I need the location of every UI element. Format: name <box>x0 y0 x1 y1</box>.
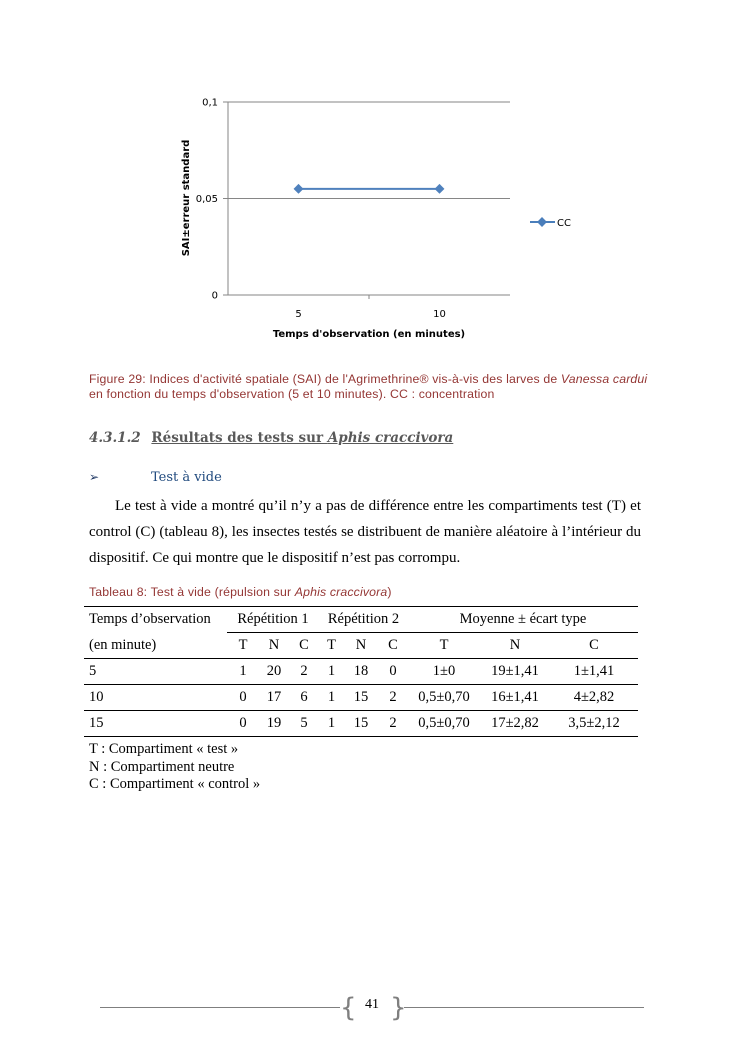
section-title-species: Aphis craccivora <box>327 430 454 446</box>
body-paragraph <box>89 493 641 571</box>
subheader-cell: C <box>550 633 638 659</box>
table-cell: 0,5±0,70 <box>408 711 480 737</box>
header-time: Temps d’observation <box>84 607 227 633</box>
table-cell: 15 <box>344 711 378 737</box>
legend-marker <box>537 217 547 227</box>
x-tick-labels <box>295 295 446 320</box>
y-axis-label: SAI±erreur standard <box>181 139 192 257</box>
table-subheader-row <box>84 633 638 659</box>
table-row <box>84 685 638 711</box>
subheader-cell: T <box>319 633 344 659</box>
subheader-cell: N <box>344 633 378 659</box>
table-cell: 0 <box>227 685 259 711</box>
footer-rule-right <box>404 1007 644 1008</box>
table-header-row <box>84 607 638 633</box>
table-cell: 0,5±0,70 <box>408 685 480 711</box>
subheader-cell: C <box>289 633 319 659</box>
subheader-cell: C <box>378 633 408 659</box>
table-cell: 20 <box>259 659 289 685</box>
table-caption-prefix: Tableau 8: Test à vide (répulsion sur <box>89 585 295 599</box>
subheader-cell: T <box>227 633 259 659</box>
table-caption-species: Aphis craccivora <box>294 585 388 599</box>
table-row <box>84 711 638 737</box>
subheader-cell: T <box>408 633 480 659</box>
x-axis-label: Temps d'observation (en minutes) <box>272 329 466 340</box>
note-line: T : Compartiment « test » <box>89 741 239 757</box>
bullet-label: Test à vide <box>151 470 222 485</box>
table-cell: 1 <box>227 659 259 685</box>
chart-series <box>294 184 445 194</box>
table-cell: 19±1,41 <box>480 659 550 685</box>
table-cell: 5 <box>84 659 227 685</box>
table-cell: 5 <box>289 711 319 737</box>
chart-legend <box>530 217 571 229</box>
y-tick-labels <box>196 98 228 302</box>
header-repetition-2: Répétition 2 <box>319 607 408 633</box>
x-tick-label: 10 <box>433 309 446 320</box>
table-cell: 3,5±2,12 <box>550 711 638 737</box>
data-point <box>294 184 304 194</box>
line-chart <box>150 85 630 350</box>
caption-text: Figure 29: Indices d'activité spatiale (SAI) de l'Agrimethrine® vis-à-vis des larves de <box>89 372 561 386</box>
table-cell: 15 <box>84 711 227 737</box>
table-cell: 2 <box>289 659 319 685</box>
chart-gridlines <box>228 102 510 199</box>
header-time-unit: (en minute) <box>89 636 157 653</box>
section-number: 4.3.1.2 <box>89 430 141 446</box>
right-brace-icon: } <box>390 993 407 1023</box>
table-caption <box>89 585 392 599</box>
page-number: 41 <box>365 997 379 1012</box>
data-point <box>435 184 445 194</box>
section-title-prefix: Résultats des tests sur <box>151 430 328 446</box>
table-cell: 1 <box>319 711 344 737</box>
table-cell: 1±0 <box>408 659 480 685</box>
table-cell: 0 <box>378 659 408 685</box>
table-cell: 2 <box>378 685 408 711</box>
table-cell: 17±2,82 <box>480 711 550 737</box>
table-cell: 1 <box>319 659 344 685</box>
table-cell: 0 <box>227 711 259 737</box>
table-cell: 6 <box>289 685 319 711</box>
table-cell: 16±1,41 <box>480 685 550 711</box>
paragraph-text: Le test à vide a montré qu’il n’y a pas de différence entre les compartiments test (T) et control (C) (tableau 8), les insectes testés se distribuent de manière aléatoire à l’intérieur du dispositif. Ce qui montre que le dispositif n’est pas corrompu. <box>89 498 641 566</box>
header-repetition-1: Répétition 1 <box>227 607 319 633</box>
table-notes <box>89 741 260 794</box>
table-cell: 1±1,41 <box>550 659 638 685</box>
table-cell: 2 <box>378 711 408 737</box>
note-line: N : Compartiment neutre <box>89 758 235 775</box>
table-cell: 10 <box>84 685 227 711</box>
section-heading <box>89 430 453 446</box>
y-tick-label: 0 <box>211 290 218 302</box>
table-row <box>84 659 638 685</box>
table-cell: 4±2,82 <box>550 685 638 711</box>
table-caption-suffix: ) <box>387 585 392 599</box>
footer-rule-left <box>100 1007 340 1008</box>
y-tick-label: 0,05 <box>195 194 218 205</box>
table-cell: 18 <box>344 659 378 685</box>
table-cell: 17 <box>259 685 289 711</box>
subheader-cell: N <box>259 633 289 659</box>
caption-species: Vanessa cardui <box>560 372 648 386</box>
table-cell: 1 <box>319 685 344 711</box>
y-tick-label: 0,1 <box>202 97 218 109</box>
figure-caption <box>89 372 649 402</box>
section-title <box>151 430 453 446</box>
table-cell: 15 <box>344 685 378 711</box>
caption-text-end: en fonction du temps d'observation (5 et 10 minutes). CC : concentration <box>89 387 495 401</box>
x-tick-label: 5 <box>295 309 302 320</box>
left-brace-icon: { <box>340 993 357 1023</box>
results-table <box>84 606 638 737</box>
legend-label: CC <box>557 218 571 229</box>
arrow-bullet-icon: ➢ <box>89 470 100 484</box>
note-line: C : Compartiment « control » <box>89 776 261 792</box>
subheader-cell: N <box>480 633 550 659</box>
header-mean: Moyenne ± écart type <box>408 607 638 633</box>
table-cell: 19 <box>259 711 289 737</box>
